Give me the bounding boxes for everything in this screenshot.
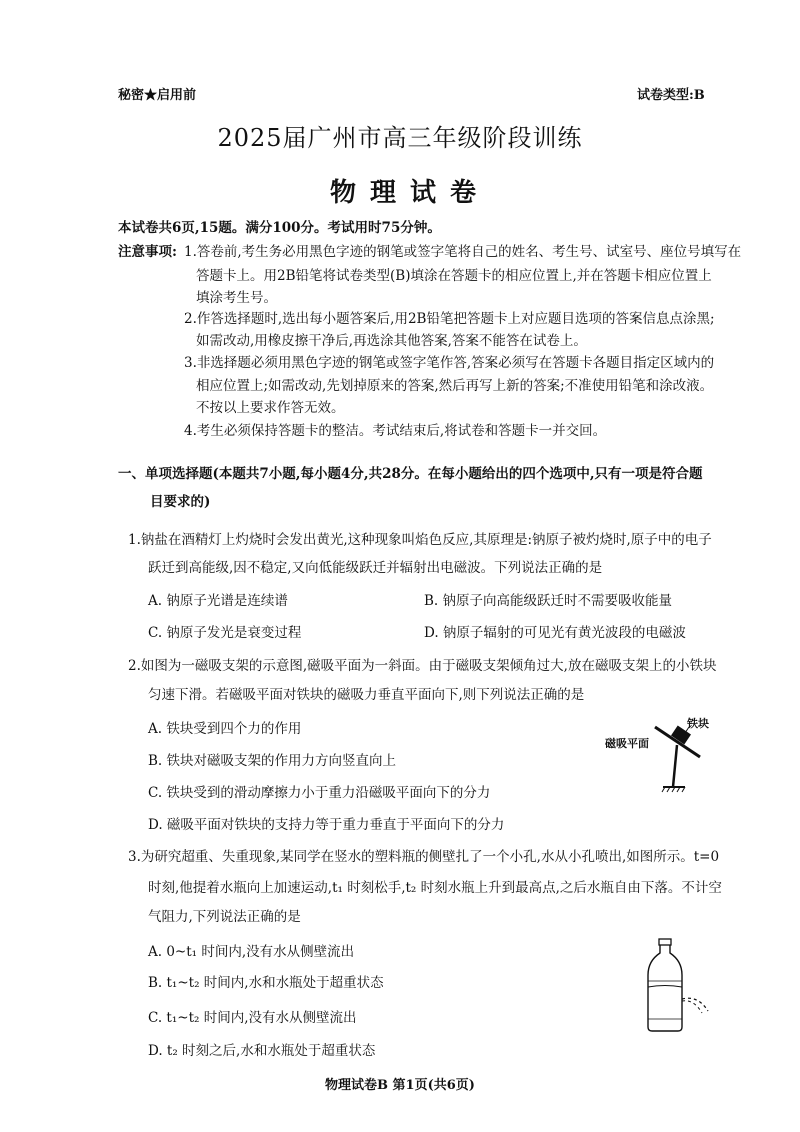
water-bottle-figure bbox=[640, 935, 720, 1035]
q3-option-d: D. t₂ 时刻之后,水和水瓶处于超重状态 bbox=[148, 1043, 376, 1059]
water-bottle-drawing bbox=[640, 935, 720, 1035]
q2-stem: 2.如图为一磁吸支架的示意图,磁吸平面为一斜面。由于磁吸支架倾角过大,放在磁吸支架上的小铁块 bbox=[128, 658, 717, 674]
q2-stem-cont: 匀速下滑。若磁吸平面对铁块的磁吸力垂直平面向下,则下列说法正确的是 bbox=[148, 687, 585, 703]
q1-option-b: B. 钠原子向高能级跃迁时不需要吸收能量 bbox=[424, 593, 673, 609]
subject-title: 物理试卷 bbox=[329, 178, 490, 208]
q1-option-c: C. 钠原子发光是衰变过程 bbox=[148, 625, 302, 641]
q3-stem-cont: 气阻力,下列说法正确的是 bbox=[148, 909, 301, 925]
q3-option-b: B. t₁~t₂ 时间内,水和水瓶处于超重状态 bbox=[148, 975, 384, 991]
section-heading: 一、单项选择题(本题共7小题,每小题4分,共28分。在每小题给出的四个选项中,只有一项是符合题 bbox=[118, 466, 703, 482]
q3-option-a: A. 0~t₁ 时间内,没有水从侧壁流出 bbox=[148, 944, 355, 960]
magnetic-stand-figure bbox=[605, 715, 745, 805]
q2-option-b: B. 铁块对磁吸支架的作用力方向竖直向上 bbox=[148, 753, 397, 769]
notice-label: 注意事项: bbox=[118, 244, 177, 260]
q1-option-a: A. 钠原子光谱是连续谱 bbox=[148, 593, 288, 609]
q2-option-c: C. 铁块受到的滑动摩擦力小于重力沿磁吸平面向下的分力 bbox=[148, 785, 491, 801]
q2-option-d: D. 磁吸平面对铁块的支持力等于重力垂直于平面向下的分力 bbox=[148, 817, 505, 833]
section-heading-cont: 目要求的) bbox=[150, 494, 211, 510]
notice-line: 填涂考生号。 bbox=[196, 290, 277, 306]
notice-line: 1.答卷前,考生务必用黑色字迹的钢笔或签字笔将自己的姓名、考生号、试室号、座位号填写在 bbox=[184, 244, 742, 260]
q3-option-c: C. t₁~t₂ 时间内,没有水从侧壁流出 bbox=[148, 1010, 357, 1026]
notice-line: 答题卡上。用2B铅笔将试卷类型(B)填涂在答题卡的相应位置上,并在答题卡相应位置上 bbox=[196, 268, 712, 284]
q2-option-a: A. 铁块受到四个力的作用 bbox=[148, 721, 302, 737]
q3-stem-cont: 时刻,他提着水瓶向上加速运动,t₁ 时刻松手,t₂ 时刻水瓶上升到最高点,之后水瓶自由下落。不计空 bbox=[148, 880, 722, 896]
notice-line: 如需改动,用橡皮擦干净后,再选涂其他答案,答案不能答在试卷上。 bbox=[196, 333, 587, 349]
exam-info: 本试卷共6页,15题。满分100分。考试用时75分钟。 bbox=[118, 220, 441, 236]
q1-option-d: D. 钠原子辐射的可见光有黄光波段的电磁波 bbox=[424, 625, 686, 641]
notice-line: 2.作答选择题时,选出每小题答案后,用2B铅笔把答题卡上对应题目选项的答案信息点涂黑; bbox=[184, 311, 715, 327]
notice-line: 3.非选择题必须用黑色字迹的钢笔或签字笔作答,答案必须写在答题卡各题目指定区域内的 bbox=[184, 355, 715, 371]
confidential-label: 秘密★启用前 bbox=[118, 88, 197, 103]
notice-line: 不按以上要求作答无效。 bbox=[196, 400, 345, 416]
magnetic-stand-drawing bbox=[605, 715, 745, 805]
magnetic-plane-label: 磁吸平面 bbox=[605, 737, 649, 750]
exam-title: 2025届广州市高三年级阶段训练 bbox=[217, 124, 583, 152]
page-footer: 物理试卷B 第1页(共6页) bbox=[325, 1078, 475, 1093]
paper-type-label: 试卷类型:B bbox=[637, 88, 705, 103]
notice-line: 4.考生必须保持答题卡的整洁。考试结束后,将试卷和答题卡一并交回。 bbox=[184, 423, 607, 439]
notice-line: 相应位置上;如需改动,先划掉原来的答案,然后再写上新的答案;不准使用铅笔和涂改液。 bbox=[196, 378, 714, 394]
q1-stem: 1.钠盐在酒精灯上灼烧时会发出黄光,这种现象叫焰色反应,其原理是:钠原子被灼烧时,原子中的电子 bbox=[128, 532, 712, 548]
iron-block-label: 铁块 bbox=[687, 717, 709, 730]
q1-stem-cont: 跃迁到高能级,因不稳定,又向低能级跃迁并辐射出电磁波。下列说法正确的是 bbox=[148, 560, 603, 576]
q3-stem: 3.为研究超重、失重现象,某同学在竖水的塑料瓶的侧壁扎了一个小孔,水从小孔喷出,如图所示。t=0 bbox=[128, 849, 720, 865]
